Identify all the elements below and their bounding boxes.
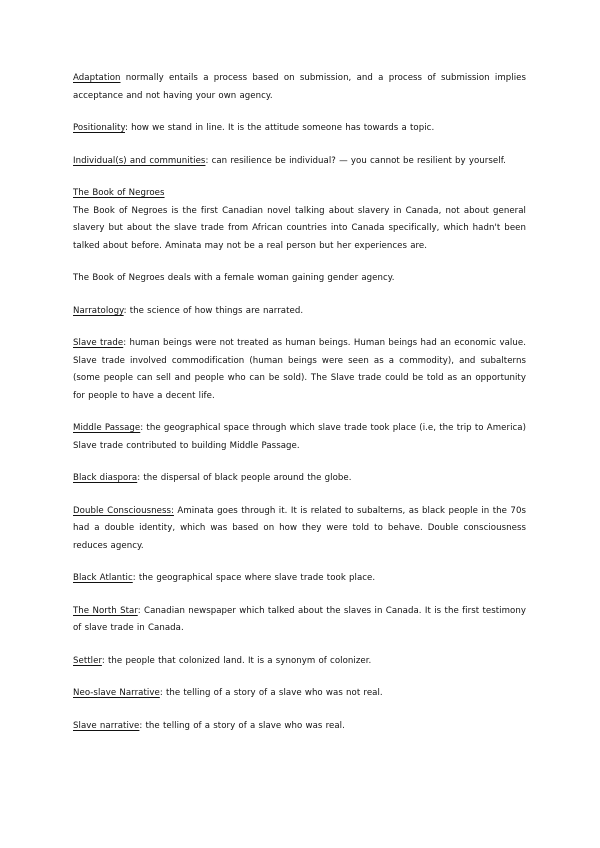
paragraph-slave-trade	[73, 335, 526, 405]
paragraph-book-of-negroes	[73, 185, 526, 255]
paragraph-settler	[73, 653, 526, 671]
term-north-star: The North Star	[73, 605, 138, 616]
paragraph-middle-passage	[73, 420, 526, 455]
definition-neo-slave-narrative: : the telling of a story of a slave who was not real.	[159, 688, 383, 698]
definition-black-atlantic: : the geographical space where slave trade took place.	[132, 573, 376, 583]
term-individuals-communities: Individual(s) and communities	[73, 155, 206, 166]
definition-positionality: : how we stand in line. It is the attitude someone has towards a topic.	[124, 123, 435, 133]
definition-black-diaspora: : the dispersal of black people around the globe.	[137, 473, 352, 483]
definition-narratology: : the science of how things are narrated.	[123, 305, 304, 316]
term-black-diaspora: Black diaspora	[73, 473, 138, 483]
paragraph-adaptation	[73, 70, 526, 105]
paragraph-black-diaspora	[73, 470, 526, 488]
paragraph-individuals-communities	[73, 153, 526, 171]
paragraph-double-consciousness	[73, 503, 526, 556]
paragraph-gender-agency	[73, 270, 526, 288]
gender-agency-text: The Book of Negroes deals with a female woman gaining gender agency.	[73, 273, 395, 283]
definition-adaptation: normally entails a process based on submission, and a process of submission implies acceptance and not having your own agency.	[73, 73, 526, 101]
paragraph-neo-slave-narrative	[73, 685, 526, 703]
term-slave-narrative: Slave narrative	[73, 720, 140, 731]
term-middle-passage: Middle Passage	[73, 423, 141, 433]
paragraph-positionality	[73, 120, 526, 138]
term-black-atlantic: Black Atlantic	[73, 573, 133, 583]
definition-double-consciousness: Aminata goes through it. It is related to subalterns, as black people in the 70s had a double identity, which was based on how they were told to behave. Double consciousness reduces agency.	[73, 505, 526, 551]
book-of-negroes-text: The Book of Negroes is the first Canadian novel talking about slavery in Canada, not about general slavery but about the slave trade from African countries into Canada specifically, which hadn't been talked about before. Aminata may not be a real person but her experiences are.	[73, 205, 526, 251]
paragraph-black-atlantic	[73, 570, 526, 588]
definition-slave-narrative: : the telling of a story of a slave who was real.	[139, 720, 345, 731]
definition-north-star: : Canadian newspaper which talked about the slaves in Canada. It is the first testimony of slave trade in Canada.	[73, 605, 526, 633]
paragraph-slave-narrative	[73, 718, 526, 736]
definition-middle-passage: : the geographical space through which slave trade took place (i.e, the trip to America) Slave trade contributed to building Middle Passage.	[73, 423, 527, 451]
term-narratology: Narratology	[73, 305, 124, 316]
term-slave-trade: Slave trade	[73, 338, 124, 348]
definition-slave-trade: : human beings were not treated as human beings. Human beings had an economic value. Slave trade involved commodification (human beings were seen as a commodity), and subalterns (some people can sell and people who can be sold). The Slave trade could be told as an opportunity for people to have a decent life.	[73, 338, 526, 401]
paragraph-narratology	[73, 303, 526, 321]
term-adaptation: Adaptation	[73, 73, 121, 83]
term-double-consciousness: Double Consciousness:	[73, 505, 174, 516]
paragraph-north-star	[73, 603, 526, 638]
term-settler: Settler	[73, 655, 102, 666]
heading-book-of-negroes: The Book of Negroes	[73, 188, 165, 198]
term-positionality: Positionality	[73, 123, 125, 133]
term-neo-slave-narrative: Neo-slave Narrative	[73, 688, 160, 698]
definition-individuals-communities: : can resilience be individual? — you cannot be resilient by yourself.	[205, 155, 506, 166]
definition-settler: : the people that colonized land. It is a synonym of colonizer.	[101, 655, 372, 666]
